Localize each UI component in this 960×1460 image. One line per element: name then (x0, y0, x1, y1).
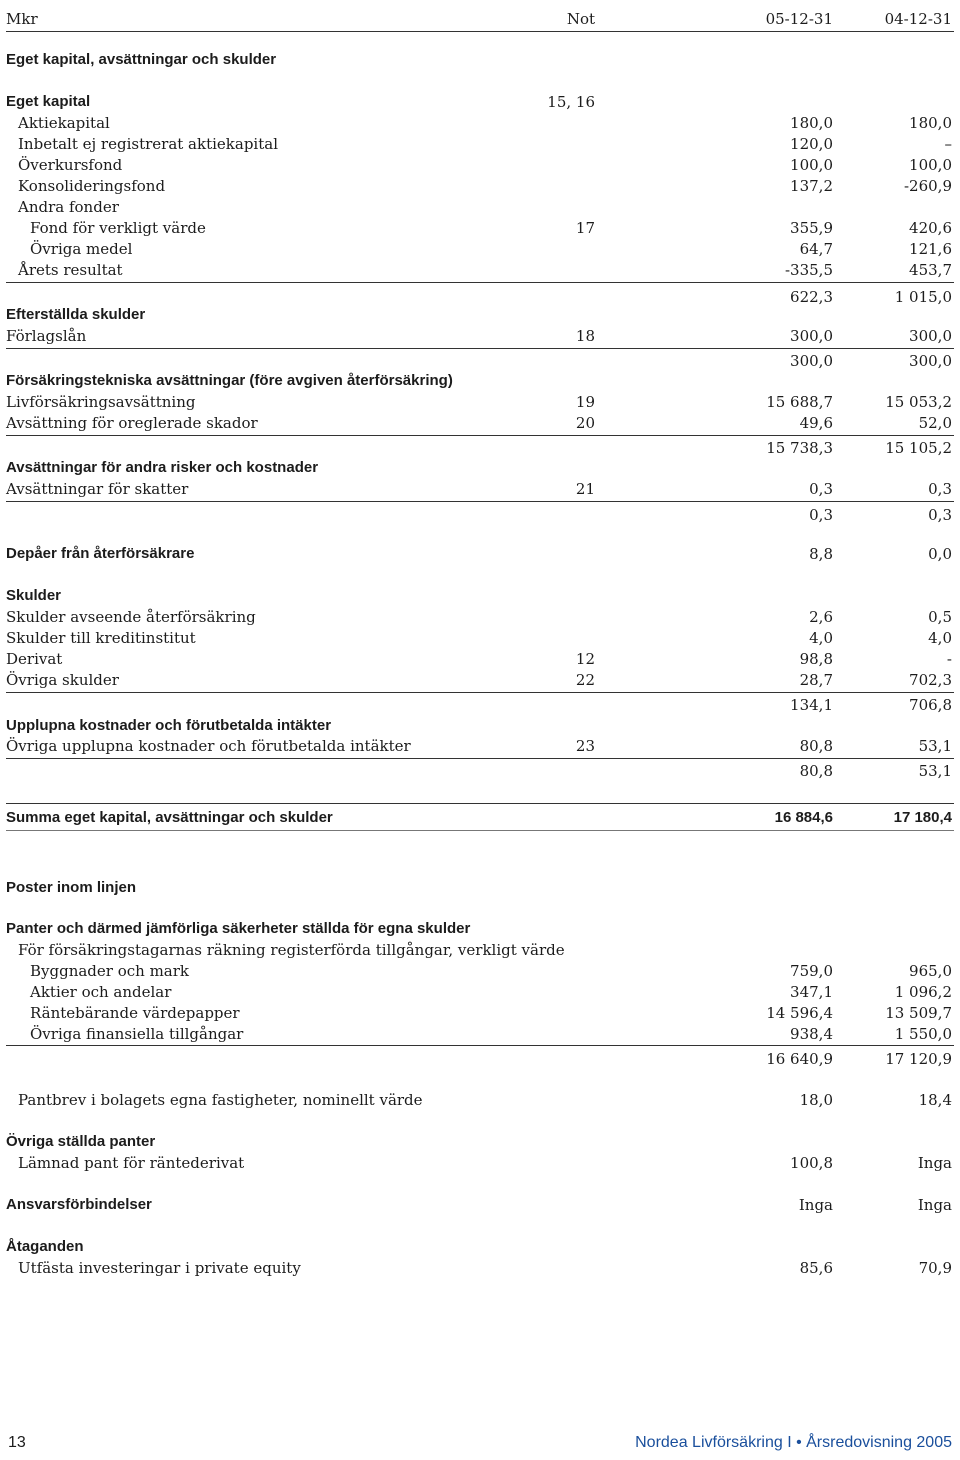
technical-provisions-heading: Försäkringstekniska avsättningar (före avgiven återförsäkring) (6, 372, 453, 389)
other-provisions-heading: Avsättningar för andra risker och kostnader (6, 459, 319, 476)
table-row: Fond för verkligt värde 17 355,9 420,6 (30, 219, 952, 237)
table-row: Skulder avseende återförsäkring 2,6 0,5 (6, 608, 952, 626)
table-row: Övriga skulder 22 28,7 702,3 (6, 671, 952, 689)
technical-total-row: 15 738,3 15 105,2 (766, 439, 952, 457)
column-2005-header: 05-12-31 (765, 10, 833, 28)
pledged-subheading: För försäkringstagarnas räkning registerförda tillgångar, verkligt värde (18, 941, 565, 959)
publication-title: Nordea Livförsäkring I • Årsredovisning 2005 (635, 1434, 952, 1451)
subordinated-total-row: 300,0 300,0 (790, 352, 952, 370)
technical-total-divider (6, 435, 954, 436)
subordinated-heading: Efterställda skulder (6, 306, 146, 323)
accrued-heading: Upplupna kostnader och förutbetalda intäkter (6, 717, 332, 734)
table-row: Inbetalt ej registrerat aktiekapital 120,0 – (18, 135, 952, 153)
equity-total-divider (6, 282, 954, 283)
page-number: 13 (8, 1434, 26, 1451)
pledged-total-divider (6, 1045, 954, 1046)
provisions-total-divider (6, 501, 954, 502)
equity-total-row: 622,3 1 015,0 (790, 288, 952, 306)
table-row: Byggnader och mark 759,0 965,0 (30, 962, 952, 980)
grand-total-row: Summa eget kapital, avsättningar och skulder 16 884,6 17 180,4 (6, 809, 952, 826)
grand-total-divider (6, 803, 954, 804)
table-row: Skulder till kreditinstitut 4,0 4,0 (6, 629, 952, 647)
table-row: Övriga upplupna kostnader och förutbetalda intäkter 23 80,8 53,1 (6, 737, 952, 755)
liabilities-heading: Skulder (6, 587, 62, 604)
table-row: Andra fonder (18, 198, 119, 216)
other-pledges-heading: Övriga ställda panter (6, 1133, 156, 1150)
column-header-row (0, 8, 960, 30)
accrued-total-divider (6, 758, 954, 759)
main-section-title: Eget kapital, avsättningar och skulder (6, 51, 277, 68)
table-row: Överkursfond 100,0 100,0 (18, 156, 952, 174)
table-row: Livförsäkringsavsättning 19 15 688,7 15 053,2 (6, 393, 952, 411)
pledged-total-row: 16 640,9 17 120,9 (766, 1050, 952, 1068)
page-footer (0, 1432, 960, 1454)
table-row: Konsolideringsfond 137,2 -260,9 (18, 177, 952, 195)
liabilities-total-divider (6, 692, 954, 693)
equity-heading: Eget kapital 15, 16 (6, 93, 595, 111)
table-row: Övriga medel 64,7 121,6 (30, 240, 952, 258)
commitments-row: Utfästa investeringar i private equity 85,6 70,9 (18, 1259, 952, 1277)
provisions-total-row: 0,3 0,3 (809, 506, 952, 524)
note-column-header: Not (566, 10, 595, 28)
commitments-heading: Åtaganden (6, 1238, 84, 1255)
pledged-heading: Panter och därmed jämförliga säkerheter ställda för egna skulder (6, 920, 471, 937)
accrued-total-row: 80,8 53,1 (799, 762, 952, 780)
table-row: Avsättningar för skatter 21 0,3 0,3 (6, 480, 952, 498)
table-row: Aktier och andelar 347,1 1 096,2 (30, 983, 952, 1001)
table-row: Årets resultat -335,5 453,7 (18, 261, 952, 279)
equity-note: 15, 16 (547, 93, 595, 111)
table-row: Aktiekapital 180,0 180,0 (18, 114, 952, 132)
table-row: Förlagslån 18 300,0 300,0 (6, 327, 952, 345)
liabilities-total-row: 134,1 706,8 (790, 696, 952, 714)
contingent-liabilities-row: Ansvarsförbindelser Inga Inga (6, 1196, 952, 1214)
table-row: Derivat 12 98,8 - (6, 650, 952, 668)
other-pledges-row: Lämnad pant för räntederivat 100,8 Inga (18, 1154, 952, 1172)
grand-total-underline (6, 830, 954, 831)
header-divider (6, 31, 954, 32)
table-row: Övriga finansiella tillgångar 938,4 1 550,0 (30, 1025, 952, 1043)
deposits-row: Depåer från återförsäkrare 8,8 0,0 (6, 545, 952, 563)
unit-label: Mkr (6, 10, 38, 28)
subordinated-total-divider (6, 348, 954, 349)
table-row: Räntebärande värdepapper 14 596,4 13 509,7 (30, 1004, 952, 1022)
mortgage-row: Pantbrev i bolagets egna fastigheter, nominellt värde 18,0 18,4 (18, 1091, 952, 1109)
table-row: Avsättning för oreglerade skador 20 49,6 52,0 (6, 414, 952, 432)
column-2004-header: 04-12-31 (884, 10, 952, 28)
memo-title: Poster inom linjen (6, 879, 137, 896)
